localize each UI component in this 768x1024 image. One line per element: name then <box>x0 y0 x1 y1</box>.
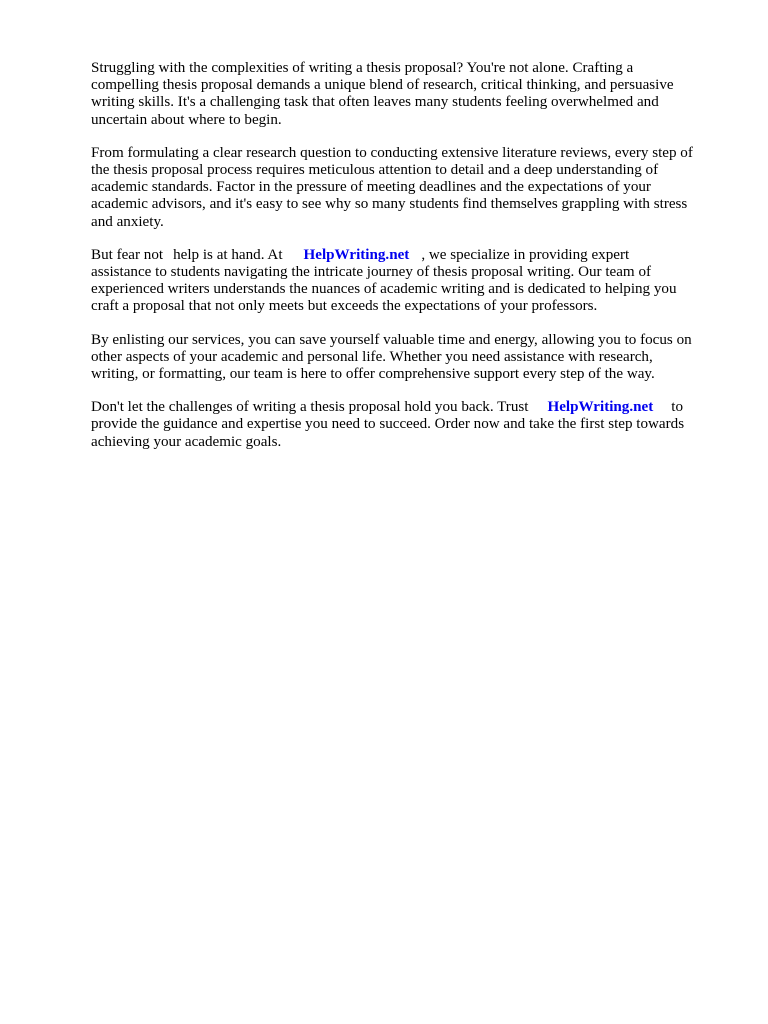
helpwriting-link[interactable]: HelpWriting.net <box>303 246 410 263</box>
helpwriting-link[interactable]: HelpWriting.net <box>547 399 654 416</box>
text-line-with-link <box>91 247 716 264</box>
text-line: uncertain about where to begin. <box>91 111 282 128</box>
text-line: By enlisting our services, you can save yourself valuable time and energy, allowing you to focus on <box>91 331 692 348</box>
text-line: compelling thesis proposal demands a unique blend of research, critical thinking, and persuasive <box>91 77 674 94</box>
text-line: assistance to students navigating the intricate journey of thesis proposal writing. Our team of <box>91 264 652 281</box>
text-line: and anxiety. <box>91 213 164 230</box>
text-fragment: But fear not <box>91 246 164 263</box>
text-line: Struggling with the complexities of writing a thesis proposal? You're not alone. Crafting a <box>91 60 634 76</box>
text-line: academic advisors, and it's easy to see why so many students find themselves grappling with stress <box>91 196 688 213</box>
text-line: provide the guidance and expertise you need to succeed. Order now and take the first step towards <box>91 416 685 433</box>
text-line: achieving your academic goals. <box>91 433 282 450</box>
text-fragment: , we specialize in providing expert <box>421 246 630 263</box>
paragraph-services <box>91 332 716 384</box>
paragraph-call-to-action <box>91 399 716 451</box>
paragraph-help <box>91 247 716 316</box>
text-line: writing, or formatting, our team is here to offer comprehensive support every step of the way. <box>91 366 655 383</box>
text-line: experienced writers understands the nuances of academic writing and is dedicated to helping you <box>91 281 677 298</box>
text-line: other aspects of your academic and personal life. Whether you need assistance with research, <box>91 348 653 365</box>
text-line: writing skills. It's a challenging task that often leaves many students feeling overwhelmed and <box>91 94 659 111</box>
text-fragment: to <box>671 399 683 416</box>
document-page <box>91 60 716 467</box>
text-line: craft a proposal that not only meets but exceeds the expectations of your professors. <box>91 298 598 315</box>
text-fragment: Don't let the challenges of writing a thesis proposal hold you back. Trust <box>91 399 529 416</box>
text-line: From formulating a clear research question to conducting extensive literature reviews, every step of <box>91 144 693 161</box>
paragraph-intro <box>91 60 716 129</box>
text-fragment: help is at hand. At <box>173 246 283 263</box>
paragraph-challenges <box>91 145 716 231</box>
text-line: the thesis proposal process requires meticulous attention to detail and a deep understanding of <box>91 162 659 179</box>
text-line-with-link <box>91 399 716 416</box>
text-line: academic standards. Factor in the pressure of meeting deadlines and the expectations of your <box>91 179 651 196</box>
